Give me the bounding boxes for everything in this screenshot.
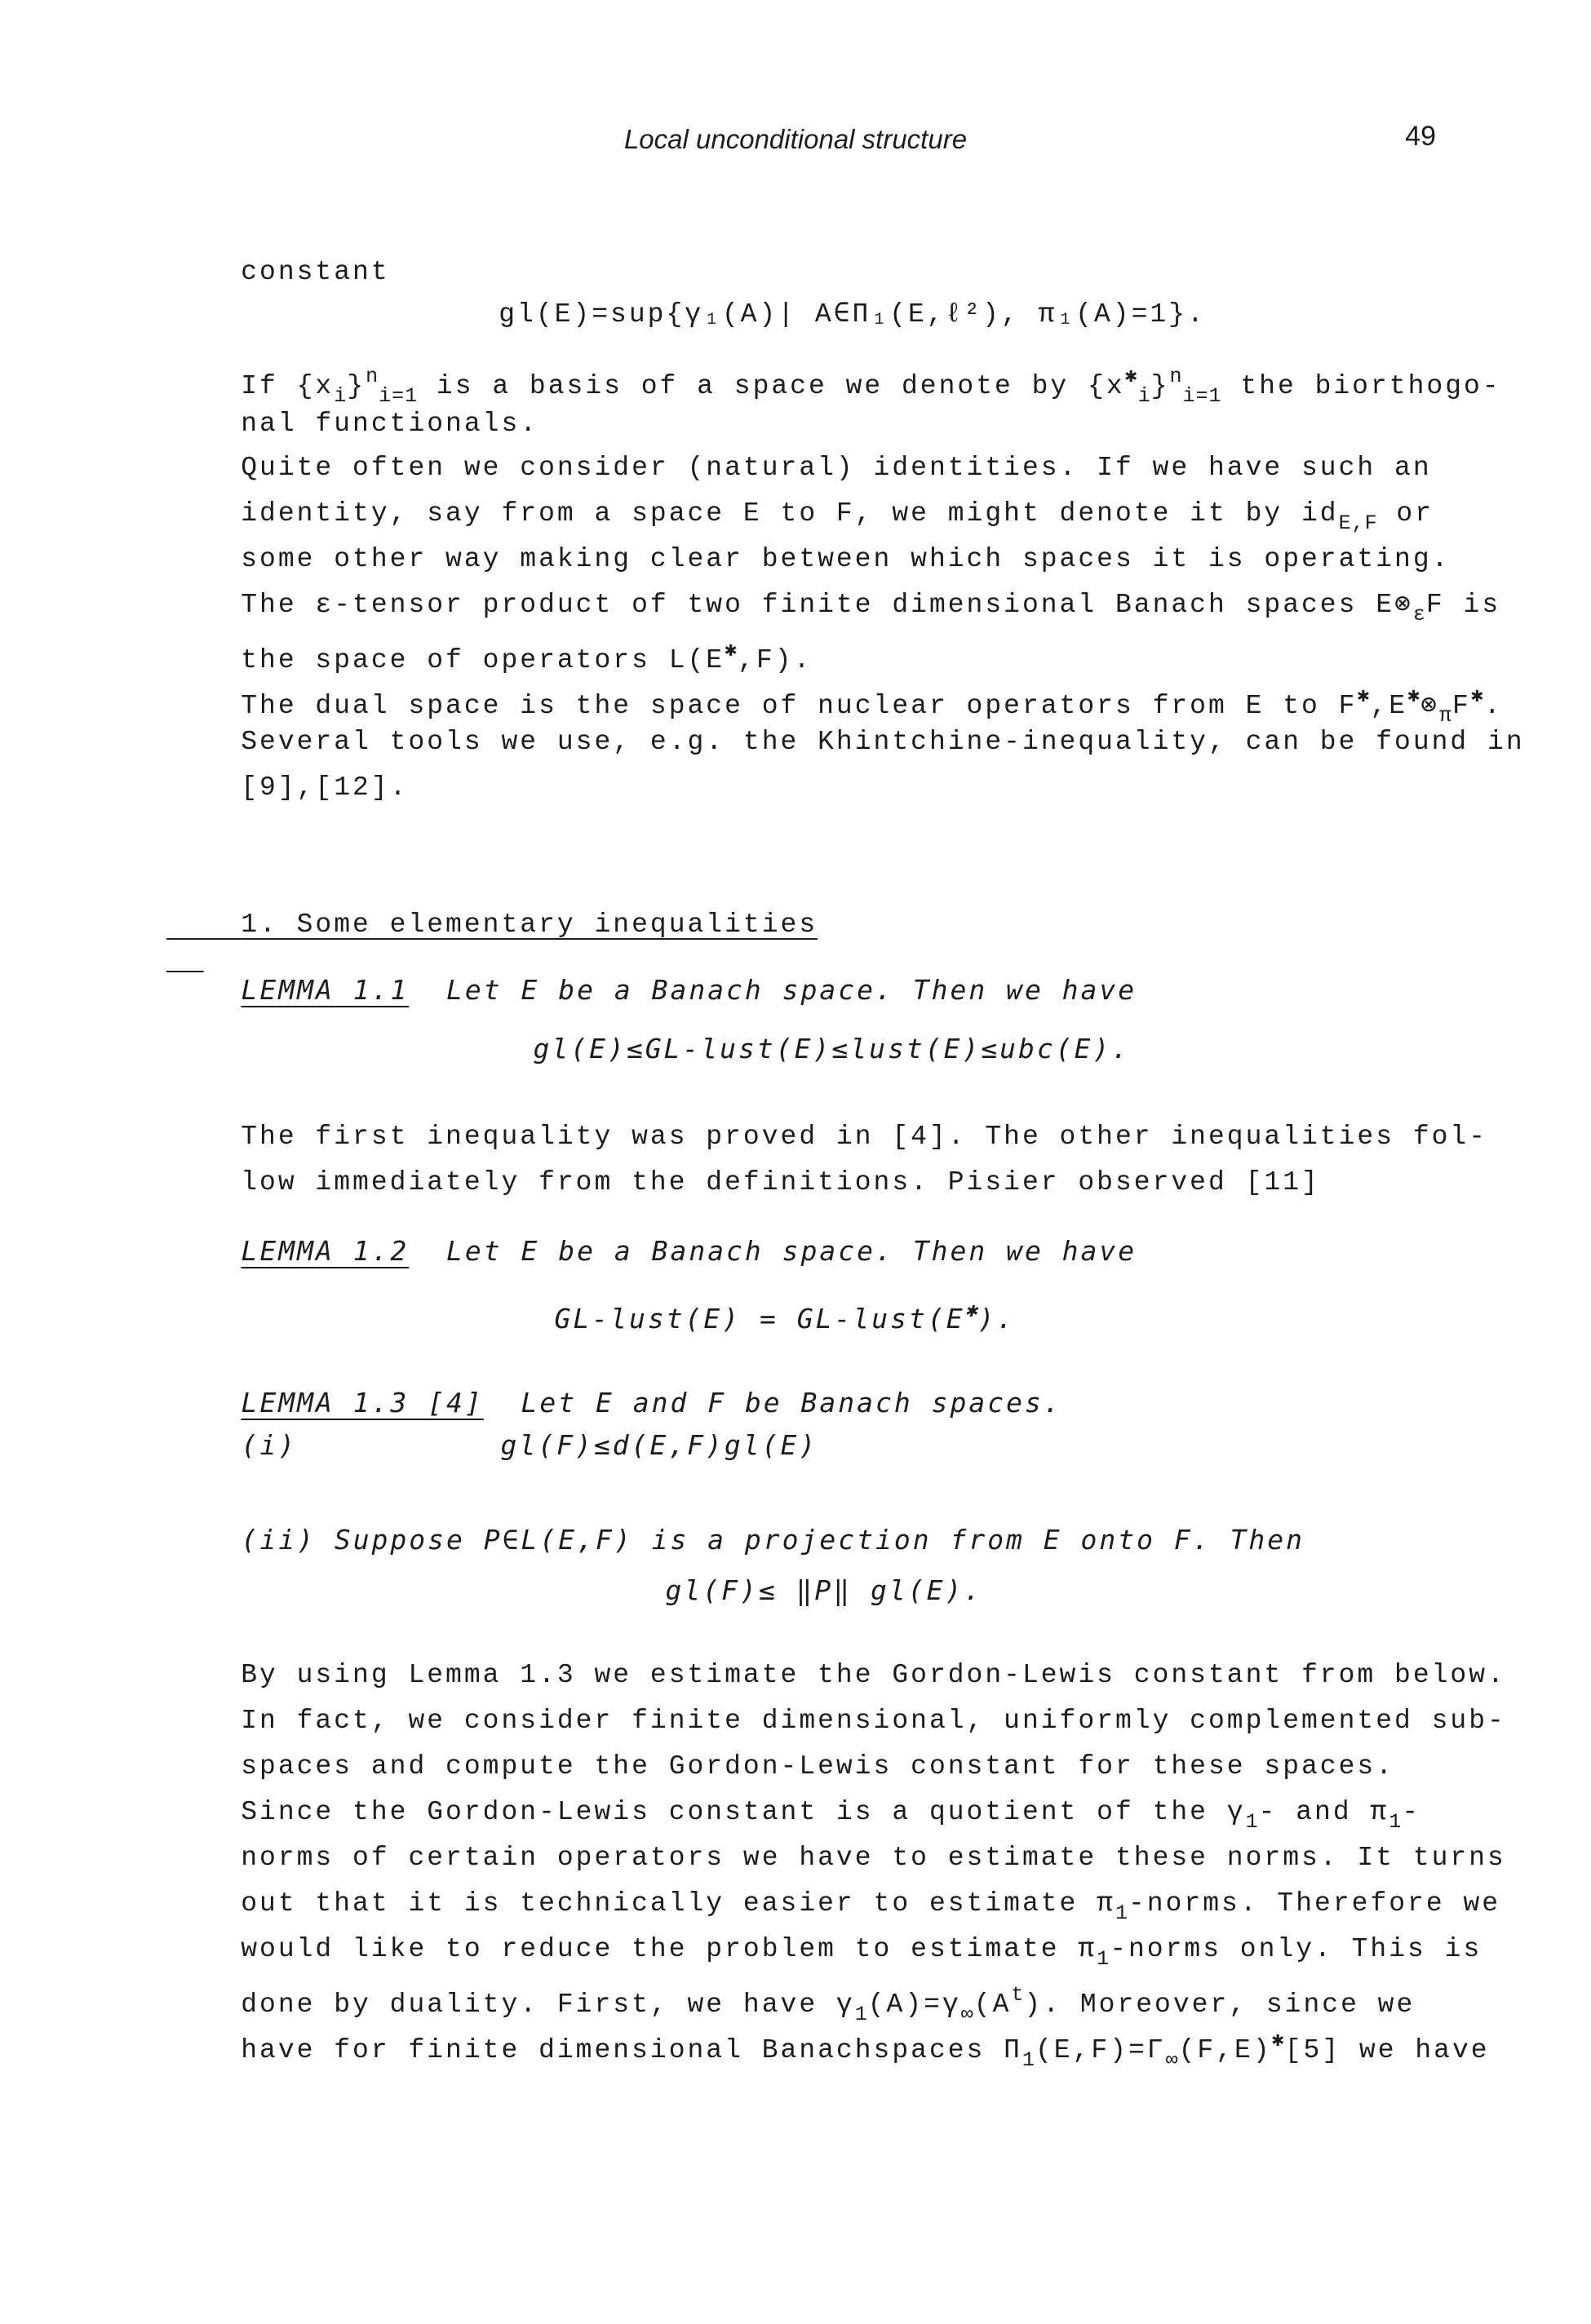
text-span: out that it is technically easier to estimate π [241, 1888, 1115, 1919]
text-span: (E,F)=Γ [1035, 2035, 1166, 2065]
formula-text: gl(E)≤GL-lust(E)≤lust(E)≤ubc(E). [533, 1033, 1131, 1065]
part-label: (i) [241, 1429, 298, 1461]
text-span: If {x [241, 371, 335, 401]
text-line [166, 1992, 1490, 2109]
text-span: - [1402, 1797, 1421, 1827]
subscript: 1 [854, 2003, 868, 2026]
text-span: have for finite dimensional Banachspaces Π [241, 2035, 1022, 2065]
text-span: F [1452, 691, 1471, 721]
star-superscript: ✱ [1357, 684, 1371, 708]
page-number: 49 [1405, 121, 1436, 152]
subscript: 1 [1389, 1810, 1403, 1834]
star-superscript: ✱ [725, 639, 738, 662]
star-superscript: ✱ [1271, 2029, 1285, 2052]
text-span: -norms. Therefore we [1128, 1888, 1501, 1919]
lemma-label: LEMMA 1.1 [241, 974, 410, 1006]
subscript: π [1439, 704, 1453, 728]
lemma-label: LEMMA 1.2 [241, 1235, 410, 1267]
subscript: i=1 [379, 384, 419, 408]
text-span: - and π [1258, 1797, 1389, 1827]
text-span: identity, say from a space E to F, we might denote it by id [241, 498, 1339, 529]
text-span: the biorthogo- [1221, 371, 1501, 401]
lemma-1-2-formula [480, 1261, 1015, 1368]
lemma-text: Let E and F be Banach spaces. [521, 1387, 1062, 1419]
text-span: } [347, 371, 366, 401]
star-superscript: ✱ [964, 1298, 978, 1321]
formula-text: gl(F)≤ ‖P‖ gl(E). [665, 1574, 983, 1606]
text-span: (F,E) [1178, 2035, 1272, 2065]
text-span: 1. Some elementary inequalities [241, 910, 818, 940]
superscript: n [1169, 365, 1183, 388]
text-span: nal functionals. [241, 409, 539, 439]
lemma-1-3-part-i-label [166, 1397, 297, 1494]
star-superscript: ✱ [1470, 684, 1484, 708]
text-span: spaces and compute the Gordon-Lewis constant for these spaces. [241, 1751, 1395, 1782]
subscript: 1 [1097, 1947, 1110, 1971]
text-span: The ε-tensor product of two finite dimensional Banach spaces E⊗ [241, 590, 1413, 620]
text-span: ,E [1370, 691, 1408, 721]
text-span: would like to reduce the problem to estimate π [241, 1934, 1097, 1964]
formula-text: ). [977, 1303, 1016, 1335]
text-span: done by duality. First, we have γ [241, 1990, 855, 2020]
subscript: i=1 [1182, 384, 1222, 408]
text-span: . [1483, 691, 1503, 721]
text-span: ⊗ [1420, 691, 1440, 721]
formula-text: gl(E)=sup{γ₁(A)| A∈Π₁(E,ℓ²), π₁(A)=1}. [499, 299, 1206, 330]
text-span: (A)=γ [867, 1990, 961, 2020]
lemma-1-3-part-i-formula [426, 1397, 818, 1494]
text-span: ,F). [738, 645, 813, 675]
text-span: Quite often we consider (natural) identities. If we have such an [241, 453, 1432, 483]
subscript: 1 [1022, 2048, 1035, 2072]
subscript: E,F [1338, 511, 1378, 535]
star-superscript: ✱ [1124, 365, 1138, 388]
text-span: The dual space is the space of nuclear operators from E to F [241, 691, 1358, 721]
text-span: In fact, we consider finite dimensional, uniformly complemented sub- [241, 1706, 1506, 1736]
text-span: [5] we have [1284, 2035, 1490, 2065]
text-span: the space of operators L(E [241, 645, 725, 675]
subscript: ∞ [1165, 2048, 1179, 2072]
text-span: The first inequality was proved in [4]. The other inequalities fol- [241, 1122, 1488, 1152]
text-span: is a basis of a space we denote by {x [418, 371, 1125, 401]
lemma-reference: [4] [428, 1387, 484, 1419]
star-superscript: ✱ [1407, 684, 1421, 708]
text-span: or [1377, 498, 1434, 529]
subscript: ε [1412, 603, 1426, 626]
subscript: 1 [1115, 1901, 1128, 1925]
text-span: } [1150, 371, 1170, 401]
formula-text: gl(F)≤d(E,F)gl(E) [500, 1429, 818, 1461]
text-span: -norms only. This is [1110, 1934, 1482, 1964]
superscript: n [366, 365, 379, 388]
subscript: i [334, 384, 348, 408]
text-span: [9],[12]. [241, 772, 409, 803]
lemma-1-1-formula [459, 1000, 1130, 1098]
running-title: Local unconditional structure [623, 124, 968, 154]
lemma-label: LEMMA 1.3 [241, 1387, 410, 1419]
text-span: By using Lemma 1.3 we estimate the Gordon-Lewis constant from below. [241, 1660, 1506, 1690]
text-span: Since the Gordon-Lewis constant is a quotient of the γ [241, 1797, 1246, 1827]
superscript: t [1011, 1983, 1025, 2007]
text-line [166, 739, 408, 837]
text-span: constant [241, 257, 390, 287]
subscript: i [1137, 384, 1151, 408]
subscript: 1 [1245, 1810, 1259, 1834]
text-span: norms of certain operators we have to estimate these norms. It turns [241, 1843, 1506, 1873]
text-span: low immediately from the definitions. Pisier observed [11] [241, 1167, 1320, 1197]
lemma-1-3-part-ii-formula [591, 1542, 982, 1640]
formula-text: GL-lust(E) = GL-lust(E [554, 1303, 965, 1335]
lemma-text: Let E be a Banach space. Then we have [446, 974, 1137, 1006]
text-span: some other way making clear between which spaces it is operating. [241, 544, 1451, 574]
text-span: F is [1425, 590, 1501, 620]
text-span: Several tools we use, e.g. the Khintchine-inequality, can be found in [241, 727, 1525, 757]
text-span: (A [973, 1990, 1012, 2020]
lemma-text: Let E be a Banach space. Then we have [446, 1235, 1137, 1267]
subscript: ∞ [960, 2003, 974, 2026]
lemma-text: (ii) Suppose P∈L(E,F) is a projection from E onto F. Then [241, 1524, 1305, 1556]
text-line [166, 224, 390, 321]
text-span: ). Moreover, since we [1024, 1990, 1416, 2020]
